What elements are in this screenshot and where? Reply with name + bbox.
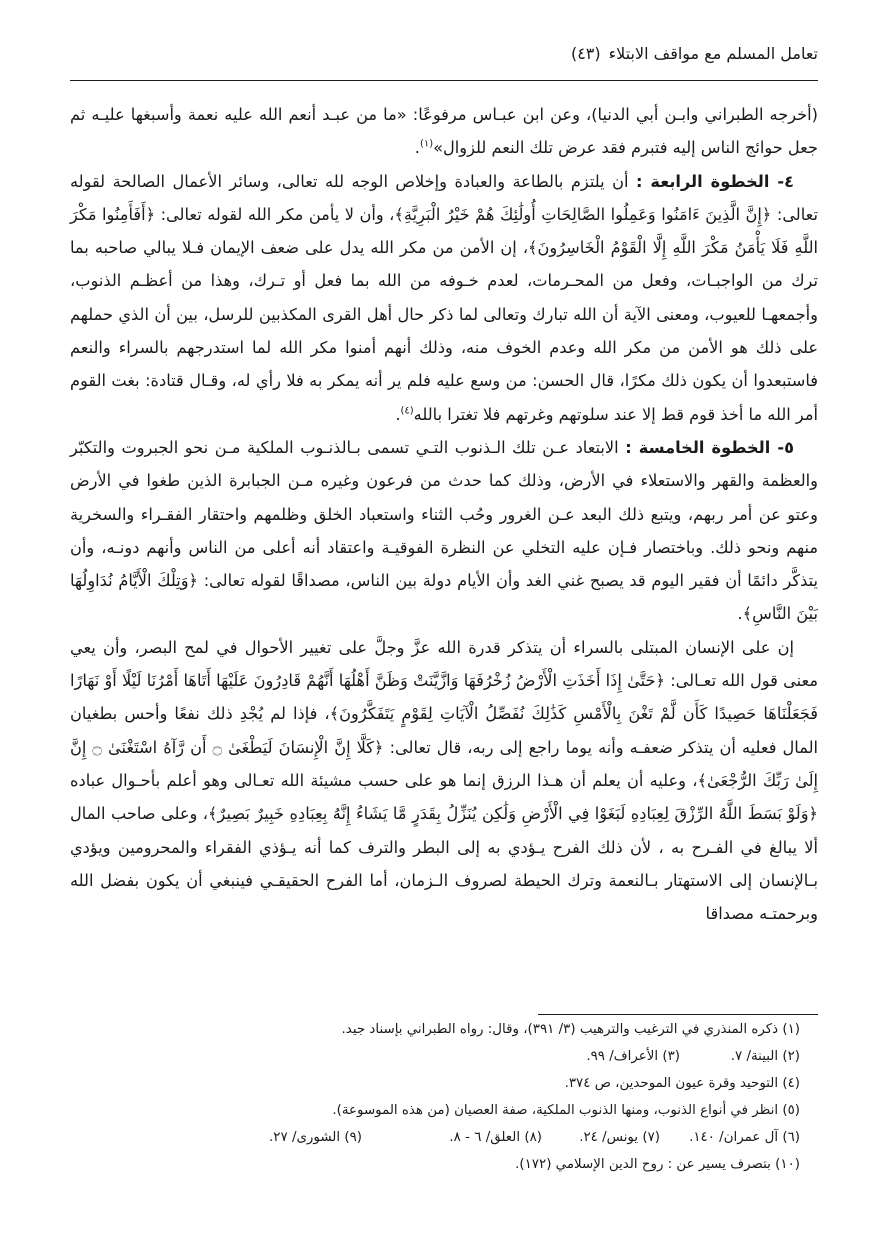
footnote-ref: (١) (419, 138, 434, 150)
step-heading: ٤- الخطوة الرابعة : (635, 171, 794, 191)
paragraph-text: الابتعاد عـن تلك الـذنوب التـي تسمى بـالذنـوب الملكية مـن نحو الجبروت والتكبّر والعظمة والقهر والاستعلاء في الأرض، وذلك كما حدث من فرعون وغيره مـن الجبابرة الذين طغوا في الأرض وعتو عن أمر ربهم، ويتبع ذلك البعد عـن الغرور وحُب الثناء واستعباد الخلق وظلمهم واحتقار الفقـراء والسخرية منهم ونحو ذلك. وباختصار فـإن عليه التخلي عن النظرة الفوقيـة واعتقاد أنه أعلى من الناس وأنهم دونـه، وأن يتذكَّر دائمًا أن فقير اليوم قد يصبح غني الغد وأن الأيام دولة بين الناس، مصداقًا لقوله تعالى: ﴿وَتِلْكَ الْأَيَّامُ نُدَاوِلُهَا بَيْنَ النَّاسِ﴾. (70, 437, 818, 624)
book-page (70, 0, 818, 1247)
footnote: (٣) الأعراف/ ٩٩. (586, 1049, 680, 1064)
page-number: (٤٣) (570, 44, 601, 63)
footnote: (٥) انظر في أنواع الذنوب، ومنها الذنوب الملكية، صفة العصيان (من هذه الموسوعة). (332, 1103, 800, 1118)
footnotes (70, 1016, 818, 1178)
running-header (70, 44, 818, 81)
footnote-ref: (٤) (400, 405, 414, 417)
footnote: (١) ذكره المنذري في الترغيب والترهيب (٣/ ٣٩١)، وقال: رواه الطبراني بإسناد جيد. (341, 1022, 800, 1037)
footnote: (٧) يونس/ ٢٤. (579, 1130, 660, 1145)
paragraph: (أخرجه الطبراني وابـن أبي الدنيا)، وعن ابن عبـاس مرفوعًا: «ما من عبـد أنعم الله عليه نعمة وأسبغها عليـه ثم جعل حوائج الناس إليه فتبرم فقد عرض تلك النعم للزوال»$^{(١)}$. (70, 105, 818, 158)
footnote-row (70, 1043, 818, 1070)
footnote: (٦) آل عمران/ ١٤٠. (689, 1130, 800, 1145)
paragraph-text: أن يلتزم بالطاعة والعبادة وإخلاص الوجه لله تعالى، وسائر الأعمال الصالحة لقوله تعالى: ﴿إِنَّ الَّذِينَ ءَامَنُوا وَعَمِلُوا الصَّالِحَاتِ أُولَٰئِكَ هُمْ خَيْرُ الْبَرِيَّةِ﴾، وأن لا يأمن مكر الله لقوله تعالى: ﴿أَفَأَمِنُوا مَكْرَ اللَّهِ فَلَا يَأْمَنُ مَكْرَ اللَّهِ إِلَّا الْقَوْمُ الْخَاسِرُونَ﴾، إن الأمن من مكر الله يدل على ضعف الإيمان فـلا يبالي صاحبه بما ترك من الواجبـات، وفعل من المحـرمات، لعدم خـوفه من الله بما فعل أو تـرك، وهذا من أعظـم الذنوب، وأجمعهـا للعيوب، ومعنى الآية أن الله تبارك وتعالى لما ذكر حال أهل القرى المكذبين للرسل، بين أن الذي حملهم على ذلك هو الأمن من مكر الله وعدم الخوف منه، وذلك أنهم أمنوا مكر الله لما استدرجهم بالسراء والنعم فاستبعدوا أن يكون ذلك مكرًا، قال الحسن: من وسع عليه فلم ير أنه يمكر به فلا رأي له، وقـال قتادة: بغت القوم أمر الله ما أخذ قوم قط إلا عند سلوتهم وغرتهم فلا تغترا بالله (70, 171, 818, 424)
footnote: (٩) الشورى/ ٢٧. (269, 1130, 362, 1145)
footnote: (٨) العلق/ ٦ - ٨. (449, 1130, 542, 1145)
footnote: (١٠) بتصرف يسير عن : روح الدين الإسلامي (١٧٢). (515, 1157, 800, 1172)
footnote: (٤) التوحيد وقرة عيون الموحدين، ص ٣٧٤. (564, 1076, 800, 1091)
header-title: تعامل المسلم مع مواقف الابتلاء (608, 44, 818, 63)
footnote-rule (538, 1014, 818, 1015)
paragraph-text: إن على الإنسان المبتلى بالسراء أن يتذكر قدرة الله عزَّ وجلَّ على تغيير الأحوال في لمح البصر، وأن يعي معنى قول الله تعـالى: ﴿حَتَّىٰ إِذَا أَخَذَتِ الْأَرْضُ زُخْرُفَهَا وَازَّيَّنَتْ وَظَنَّ أَهْلُهَا أَنَّهُمْ قَادِرُونَ عَلَيْهَا أَتَاهَا أَمْرُنَا لَيْلًا أَوْ نَهَارًا فَجَعَلْنَاهَا حَصِيدًا كَأَن لَّمْ تَغْنَ بِالْأَمْسِ كَذَٰلِكَ نُفَصِّلُ الْآيَاتِ لِقَوْمٍ يَتَفَكَّرُونَ﴾، فإذا لم يُجْدِ ذلك نفعًا وأحس بطغيان المال فعليه أن يتذكر ضعفـه وأنه يوما راجع إلى ربه، قال تعالى: ﴿كَلَّا إِنَّ الْإِنسَانَ لَيَطْغَىٰ ۝ أَن رَّآهُ اسْتَغْنَىٰ ۝ إِنَّ إِلَىٰ رَبِّكَ الرُّجْعَىٰ﴾، وعليه أن يعلم أن هـذا الرزق إنما هو على حسب مشيئة الله تعـالى وهو أعلم بأحـوال عباده ﴿وَلَوْ بَسَطَ اللَّهُ الرِّزْقَ لِعِبَادِهِ لَبَغَوْا فِي الْأَرْضِ وَلَٰكِن يُنَزِّلُ بِقَدَرٍ مَّا يَشَاءُ إِنَّهُ بِعِبَادِهِ خَبِيرٌ بَصِيرٌ﴾، وعلى صاحب المال ألا يبالغ في الفـرح به ، لأن ذلك الفرح يـؤدي به إلى البطر والترف كما أنه يـؤذي الفقراء والمحرومين ويؤدي بـالإنسان إلى الاستهتار بـالنعمة وترك الحيطة لصروف الـزمان، أما الفرح الحقيقـي فينبغي أن يكون بفضل الله وبرحمتـه مصداقا (70, 637, 819, 924)
footnote: (٢) البينة/ ٧. (730, 1049, 800, 1064)
step-heading: ٥- الخطوة الخامسة : (625, 437, 794, 457)
body-text (70, 98, 818, 930)
paragraph: ٤- الخطوة الرابعة : أن يلتزم بالطاعة والعبادة وإخلاص الوجه لله تعالى، وسائر الأعمال الصالحة لقوله تعالى: ﴿إِنَّ الَّذِينَ ءَامَنُوا وَعَمِلُوا الصَّالِحَاتِ أُولَٰئِكَ هُمْ خَيْرُ الْبَرِيَّةِ﴾، وأن لا يأمن مكر الله لقوله تعالى: ﴿أَفَأَمِنُوا مَكْرَ اللَّهِ فَلَا يَأْمَنُ مَكْرَ اللَّهِ إِلَّا الْقَوْمُ الْخَاسِرُونَ﴾، إن الأمن من مكر الله يدل على ضعف الإيمان فـلا يبالي صاحبه بما ترك من الواجبـات، وفعل من المحـرمات، لعدم خـوفه من الله بما فعل أو تـرك، وهذا من أعظـم الذنوب، وأجمعهـا للعيوب، ومعنى الآية أن الله تبارك وتعالى لما ذكر حال أهل القرى المكذبين للرسل، بين أن الذي حملهم على ذلك هو الأمن من مكر الله وعدم الخوف منه، وذلك أنهم أمنوا مكر الله لما استدرجهم بالسراء والنعم فاستبعدوا أن يكون ذلك مكرًا، قال الحسن: من وسع عليه فلم ير أنه يمكر به فلا رأي له، وقـال قتادة: بغت القوم أمر الله ما أخذ قوم قط إلا عند سلوتهم وغرتهم فلا تغترا بالله$^{(٤)}$. (70, 171, 818, 424)
paragraph (70, 631, 818, 931)
paragraph-text: (أخرجه الطبراني وابـن أبي الدنيا)، وعن ابن عبـاس مرفوعًا: «ما من عبـد أنعم الله عليه نعمة وأسبغها عليـه ثم جعل حوائج الناس إليه فتبرم فقد عرض تلك النعم للزوال» (70, 105, 818, 158)
footnote-row (70, 1124, 818, 1151)
paragraph (70, 431, 818, 631)
